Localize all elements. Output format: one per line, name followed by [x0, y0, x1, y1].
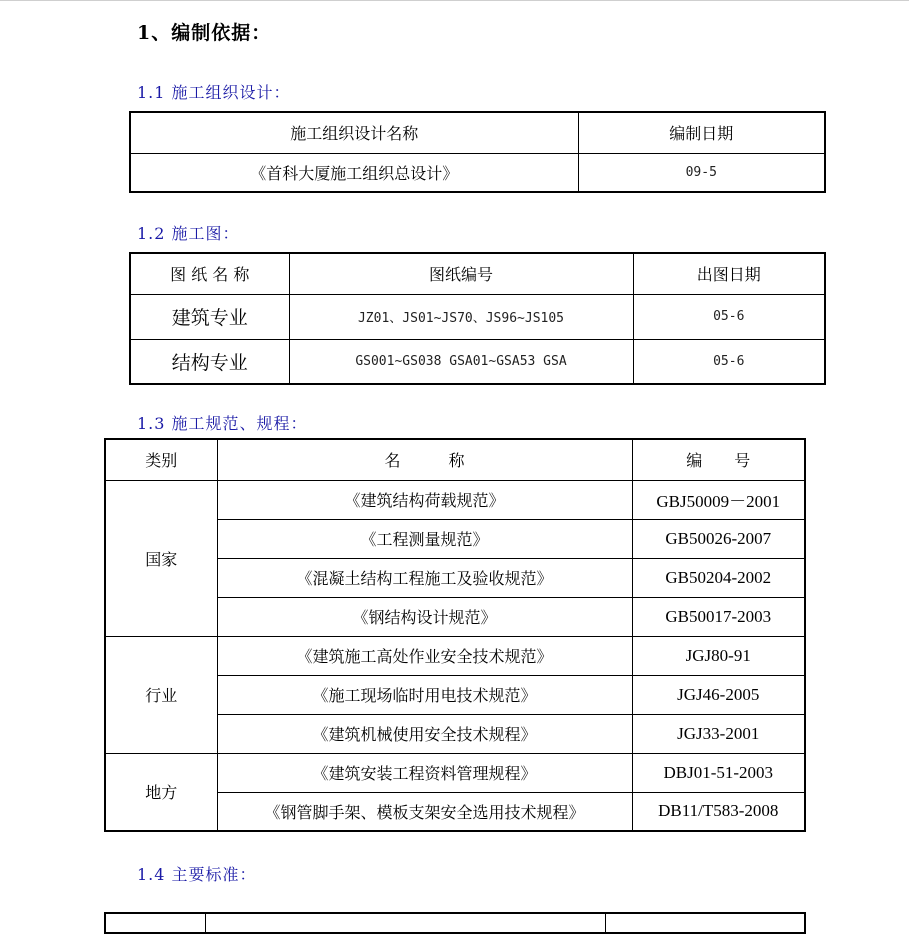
table-cell: 《钢结构设计规范》 [217, 597, 632, 636]
table-cell: 05-6 [633, 294, 825, 339]
table-row [130, 153, 825, 192]
table-cell: GBJ50009－2001 [632, 480, 805, 519]
table-cell: 《首科大厦施工组织总设计》 [130, 153, 578, 192]
table-cell: 《建筑施工高处作业安全技术规范》 [217, 636, 632, 675]
page-top-edge [0, 0, 909, 1]
table-cell: JZ01、JS01~JS70、JS96~JS105 [289, 294, 633, 339]
table-cell: 《施工现场临时用电技术规范》 [217, 675, 632, 714]
table-cell: 建筑专业 [130, 294, 289, 339]
header-cell: 图 纸 名 称 [130, 253, 289, 294]
header-cell: 类别 [105, 439, 217, 480]
table-header-row [105, 913, 805, 933]
table-cell: GS001~GS038 GSA01~GSA53 GSA [289, 339, 633, 384]
table-cell: GB50017-2003 [632, 597, 805, 636]
table-cell: JGJ33-2001 [632, 714, 805, 753]
table-cell: 05-6 [633, 339, 825, 384]
table-cell: JGJ46-2005 [632, 675, 805, 714]
header-cell [605, 913, 805, 933]
table-header-row [130, 112, 825, 153]
header-cell: 图纸编号 [289, 253, 633, 294]
header-cell [105, 913, 205, 933]
table-cell: 《工程测量规范》 [217, 519, 632, 558]
table-cell: 结构专业 [130, 339, 289, 384]
table-row [130, 294, 825, 339]
header-cell: 编 号 [632, 439, 805, 480]
subsection-1-4-title: 1.4 主要标准： [137, 865, 257, 884]
table-cell: 《钢管脚手架、模板支架安全选用技术规程》 [217, 792, 632, 831]
table-cell: 《建筑机械使用安全技术规程》 [217, 714, 632, 753]
header-cell: 出图日期 [633, 253, 825, 294]
table-cell: DBJ01-51-2003 [632, 753, 805, 792]
table-row [130, 339, 825, 384]
specifications-table [104, 438, 806, 832]
table-header-row [130, 253, 825, 294]
table-cell: GB50204-2002 [632, 558, 805, 597]
table-cell: 《建筑安装工程资料管理规程》 [217, 753, 632, 792]
subsection-1-1-title: 1.1 施工组织设计： [137, 83, 291, 102]
header-cell: 施工组织设计名称 [130, 112, 578, 153]
table-row [105, 636, 805, 675]
table-cell: 09-5 [578, 153, 825, 192]
table-cell: 《混凝土结构工程施工及验收规范》 [217, 558, 632, 597]
subsection-1-3-title: 1.3 施工规范、规程： [137, 414, 308, 433]
header-cell: 编制日期 [578, 112, 825, 153]
table-cell: 《建筑结构荷载规范》 [217, 480, 632, 519]
table-cell: DB11/T583-2008 [632, 792, 805, 831]
category-cell: 国家 [105, 480, 217, 636]
table-cell: GB50026-2007 [632, 519, 805, 558]
section-heading: 1、编制依据： [137, 22, 272, 44]
header-cell [205, 913, 605, 933]
subsection-1-2-title: 1.2 施工图： [137, 224, 240, 243]
table-row [105, 753, 805, 792]
standards-table [104, 912, 806, 934]
table-row [105, 480, 805, 519]
table-cell: JGJ80-91 [632, 636, 805, 675]
category-cell: 地方 [105, 753, 217, 831]
table-header-row [105, 439, 805, 480]
category-cell: 行业 [105, 636, 217, 753]
header-cell: 名 称 [217, 439, 632, 480]
drawings-table [129, 252, 826, 385]
construction-design-table [129, 111, 826, 193]
